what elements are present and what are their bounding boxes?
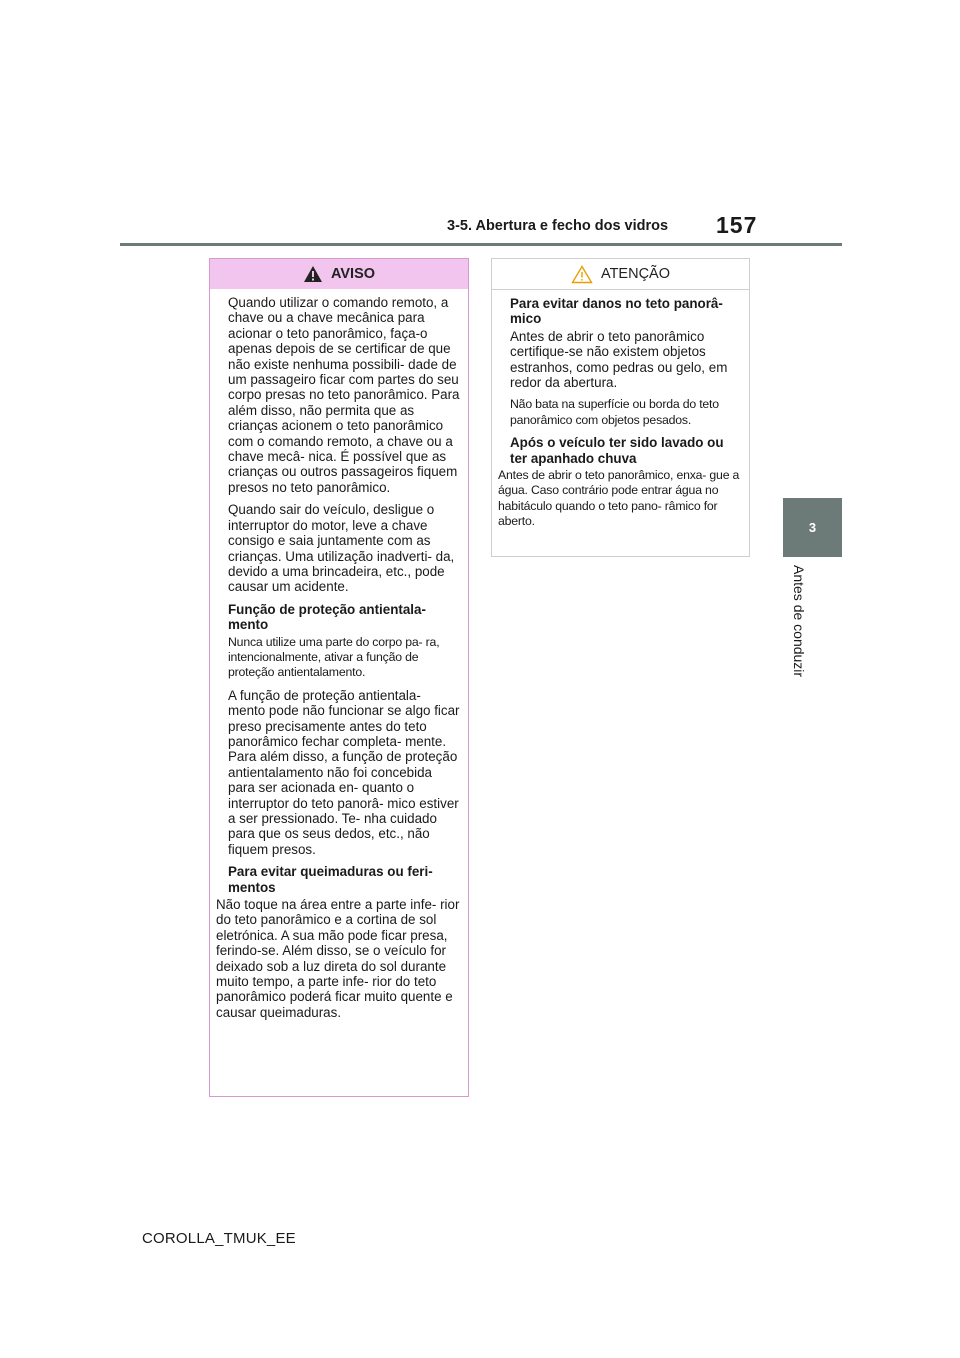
warning-title: AVISO [330, 266, 376, 282]
caution-header [492, 259, 749, 290]
warning-paragraph: Nunca utilize uma parte do corpo pa- ra, intencionalmente, ativar a função de proteção antientalamento. [228, 634, 440, 680]
header-rule [120, 243, 842, 246]
caution-box [491, 258, 750, 557]
warning-triangle-filled-icon [303, 265, 323, 283]
caution-title: ATENÇÃO [600, 266, 671, 282]
caution-paragraph: Antes de abrir o teto panorâmico certifique-se não existem objetos estranhos, como pedras ou gelo, em redor da abertura. [510, 328, 728, 391]
chapter-number: 3 [808, 520, 817, 535]
warning-triangle-outline-icon [571, 265, 593, 284]
caution-paragraph: Antes de abrir o teto panorâmico, enxa- gue a água. Caso contrário pode entrar água no habitáculo quando o teto pano- râmico for aberto. [498, 468, 740, 529]
caution-subheading: Para evitar danos no teto panorâ- mico [510, 296, 723, 327]
warning-paragraph: Quando sair do veículo, desligue o interruptor do motor, leve a chave consigo e saia juntamente com as crianças. Uma utilização inadverti- da, devido a uma brincadeira, etc., pode causar um acidente. [228, 502, 455, 595]
warning-subheading: Função de proteção antientala- mento [228, 601, 426, 633]
caution-paragraph: Não bata na superfície ou borda do teto panorâmico com objetos pesados. [510, 397, 719, 427]
warning-box [209, 258, 469, 1097]
caution-body [492, 290, 749, 530]
caution-subheading: Após o veículo ter sido lavado ou ter apanhado chuva [510, 435, 724, 466]
warning-header [210, 259, 468, 289]
warning-subheading: Para evitar queimaduras ou feri- mentos [228, 864, 433, 895]
warning-body [210, 289, 468, 1020]
chapter-label-container [783, 565, 813, 705]
warning-paragraph: Quando utilizar o comando remoto, a chave ou a chave mecânica para acionar o teto panorâmico, faça-o apenas depois de se certificar de que não existe nenhuma possibili- dade de um passageiro ficar com partes do seu corpo presas no teto panorâmico. Para além disso, não permita que as crianças acionem o teto panorâmico com o comando remoto, a chave ou a chave mecâ- nica. É possível que as crianças ou outros passageiros fiquem presos no teto panorâmico. [228, 295, 460, 495]
warning-paragraph: A função de proteção antientala- mento pode não funcionar se algo ficar preso precisamente antes do teto panorâmico fechar completa- mente. Para além disso, a função de proteção antientalamento não foi concebida para ser acionada en- quanto o interruptor do teto panorâ- mico estiver a ser pressionado. Te- nha cuidado para que os seus dedos, etc., não fiquem presos. [228, 687, 460, 857]
chapter-label: Antes de conduzir [791, 565, 807, 678]
page-number: 157 [716, 212, 758, 238]
section-title: 3-5. Abertura e fecho dos vidros [447, 218, 669, 234]
document-code: COROLLA_TMUK_EE [142, 1230, 296, 1247]
warning-paragraph: Não toque na área entre a parte infe- rior do teto panorâmico e a cortina de sol eletrónica. A sua mão pode ficar presa, ferindo-se. Além disso, se o veículo for deixado sob a luz direta do sol durante muito tempo, a parte infe- rior do teto panorâmico poderá ficar muito quente e causar queimaduras. [216, 897, 460, 1020]
chapter-tab [783, 498, 842, 557]
